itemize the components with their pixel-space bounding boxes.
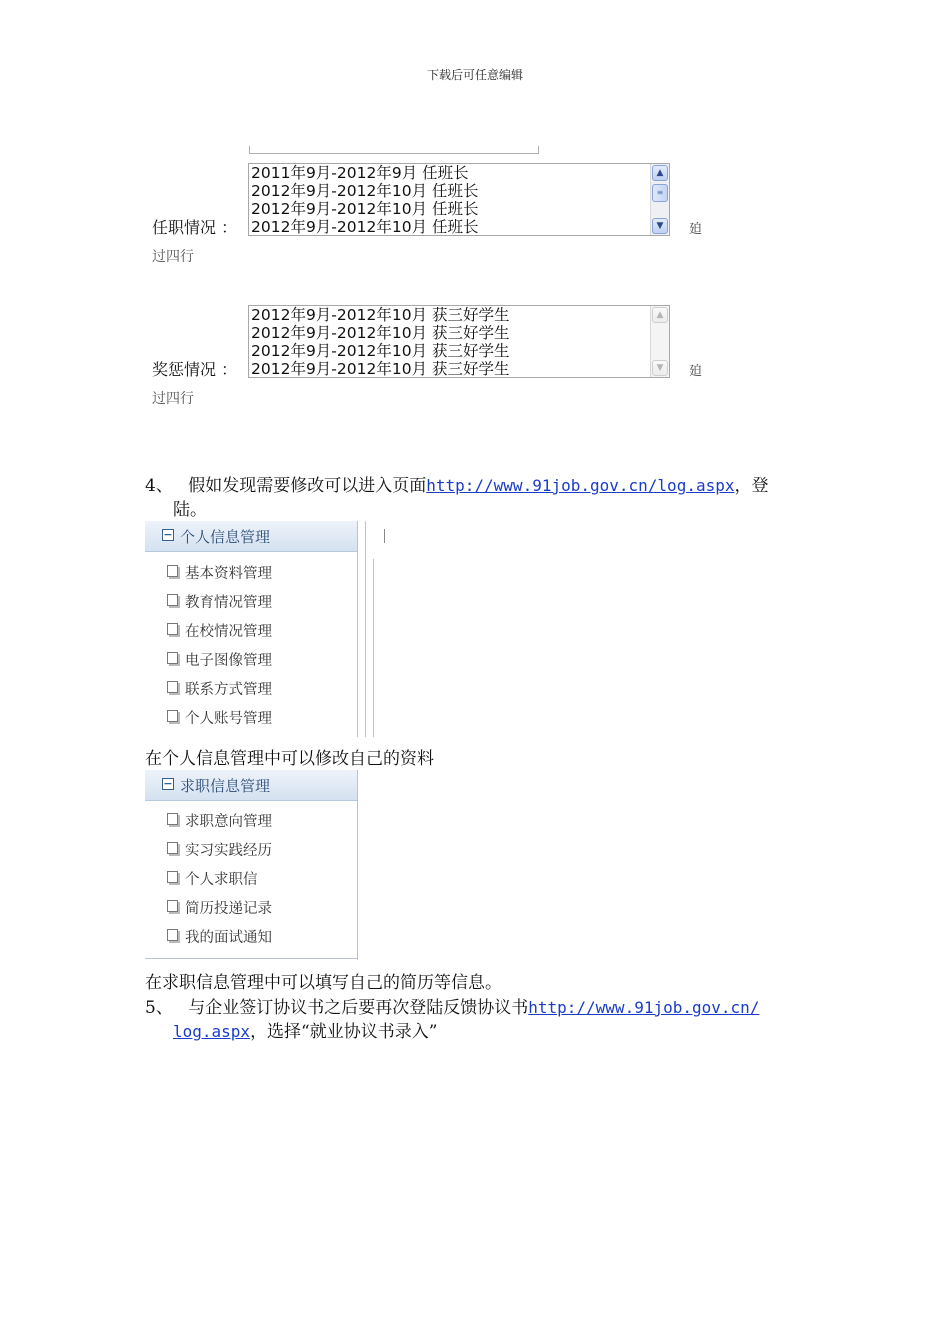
document-icon	[167, 813, 178, 825]
scroll-down-icon[interactable]: ▼	[652, 218, 668, 234]
scroll-up-icon[interactable]: ▲	[652, 165, 668, 181]
award-continuation: 过四行	[152, 391, 194, 407]
panel-divider	[357, 521, 358, 737]
panel-divider	[357, 770, 358, 960]
duty-lines	[251, 164, 649, 236]
step5-link-continued[interactable]: log.aspx	[173, 1022, 251, 1041]
step4-number: 4、	[145, 476, 173, 496]
duty-side-text: 廹	[689, 222, 703, 237]
collapse-icon[interactable]: −	[163, 777, 173, 790]
award-line: 2012年9月-2012年10月 获三好学生	[251, 342, 510, 360]
award-lines	[251, 306, 649, 378]
step4-text: 假如发现需要修改可以进入页面	[188, 476, 427, 496]
duty-scrollbar[interactable]	[650, 164, 669, 235]
step5-text-after: ，选择“就业协议书录入”	[250, 1022, 438, 1042]
duty-line: 2012年9月-2012年10月 任班长	[251, 218, 479, 236]
personal-info-title: 个人信息管理	[180, 528, 271, 546]
step4-paragraph	[145, 474, 825, 498]
step5-paragraph	[145, 996, 825, 1020]
award-textarea[interactable]	[248, 305, 670, 378]
document-icon	[167, 594, 178, 606]
duty-label: 任职情况 ：	[152, 218, 238, 237]
personal-info-panel-header[interactable]	[145, 521, 357, 552]
step5-number: 5、	[145, 998, 173, 1018]
scroll-down-icon[interactable]: ▼	[652, 360, 668, 376]
collapse-icon[interactable]: −	[163, 528, 173, 541]
job-info-title: 求职信息管理	[180, 777, 271, 795]
scroll-thumb[interactable]: ≡	[652, 184, 668, 202]
previous-field-bottom-edge	[249, 146, 539, 154]
award-line: 2012年9月-2012年10月 获三好学生	[251, 360, 510, 378]
duty-line: 2011年9月-2012年9月 任班长	[251, 164, 469, 182]
content-frame-edge	[373, 559, 374, 737]
award-line: 2012年9月-2012年10月 获三好学生	[251, 306, 510, 324]
duty-textarea[interactable]	[248, 163, 670, 236]
scroll-up-icon[interactable]: ▲	[652, 307, 668, 323]
step4-text-after: ，登	[734, 476, 769, 496]
award-scrollbar[interactable]	[650, 306, 669, 377]
step5-text: 与企业签订协议书之后要再次登陆反馈协议书	[188, 998, 529, 1018]
panel-bottom-edge	[145, 958, 358, 959]
document-icon	[167, 842, 178, 854]
personal-info-panel: − 个人信息管理 基本资料管理 教育情况管理 在校情况管理 电子图像管理 联系方式管理 个人账号管理	[145, 521, 387, 737]
step5-line2	[173, 1020, 437, 1044]
award-line: 2012年9月-2012年10月 获三好学生	[251, 324, 510, 342]
job-info-panel-header[interactable]	[145, 770, 357, 801]
job-caption: 在求职信息管理中可以填写自己的简历等信息。	[145, 973, 502, 993]
duty-continuation: 过四行	[152, 249, 194, 265]
document-icon	[167, 623, 178, 635]
panel-divider	[365, 521, 366, 737]
step4-link[interactable]: http://www.91job.gov.cn/log.aspx	[426, 476, 735, 495]
step4-line2: 陆。	[173, 500, 207, 520]
document-icon	[167, 681, 178, 693]
job-info-panel: − 求职信息管理 求职意向管理 实习实践经历 个人求职信 简历投递记录 我的面试通知	[145, 770, 361, 960]
content-frame-mark	[384, 529, 385, 543]
personal-caption: 在个人信息管理中可以修改自己的资料	[145, 749, 434, 769]
step5-link[interactable]: http://www.91job.gov.cn/	[528, 998, 760, 1017]
document-icon	[167, 871, 178, 883]
document-icon	[167, 710, 178, 722]
document-icon	[167, 900, 178, 912]
award-side-text: 廹	[689, 364, 703, 379]
duty-line: 2012年9月-2012年10月 任班长	[251, 182, 479, 200]
duty-line: 2012年9月-2012年10月 任班长	[251, 200, 479, 218]
award-label: 奖惩情况 ：	[152, 360, 238, 379]
document-icon	[167, 652, 178, 664]
document-icon	[167, 929, 178, 941]
page-header: 下载后可任意编辑	[426, 68, 523, 82]
document-icon	[167, 565, 178, 577]
